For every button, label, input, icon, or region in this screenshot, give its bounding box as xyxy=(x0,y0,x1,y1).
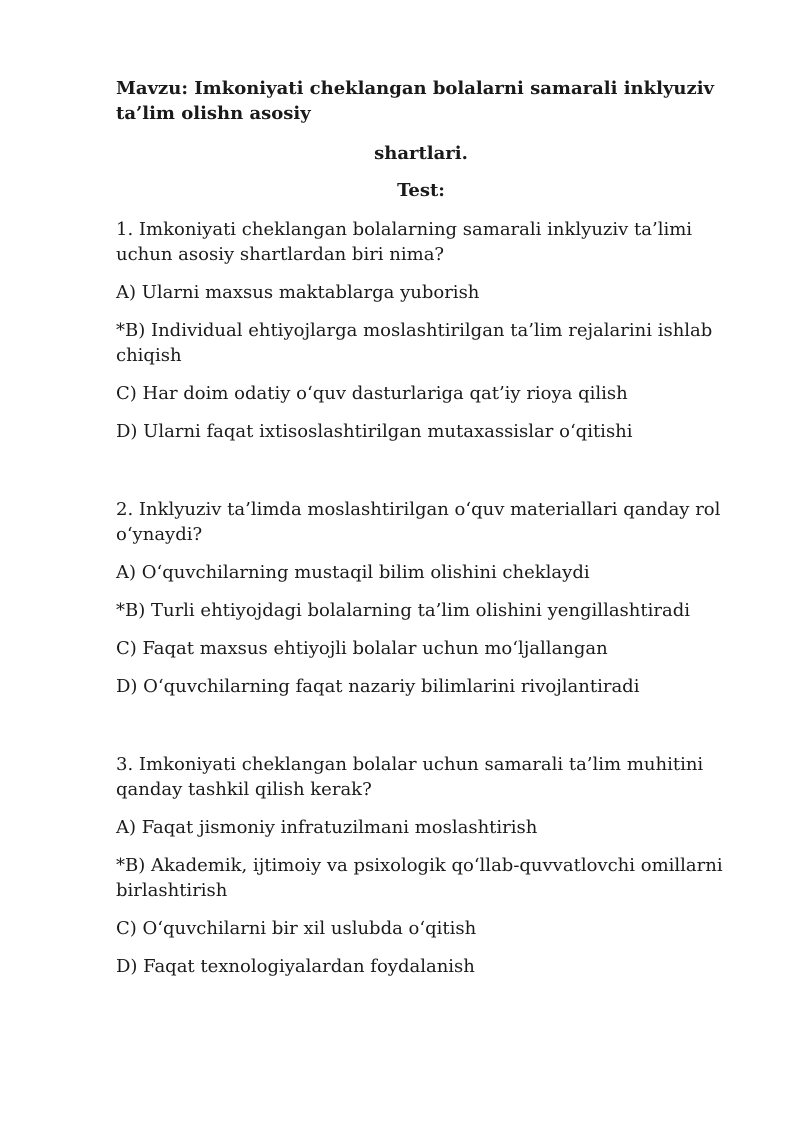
answer-option-c: C) Faqat maxsus ehtiyojli bolalar uchun mo‘ljallangan xyxy=(116,638,608,659)
answer-option-a: A) Ularni maxsus maktablarga yuborish xyxy=(116,282,480,303)
answer-option-c: C) O‘quvchilarni bir xil uslubda o‘qitish xyxy=(116,918,477,939)
question-text: 3. Imkoniyati cheklangan bolalar uchun samarali ta’lim muhitini qanday tashkil qilish kerak? xyxy=(116,754,704,800)
answer-option-d: D) O‘quvchilarning faqat nazariy bilimlarini rivojlantiradi xyxy=(116,676,640,697)
answer-option-d: D) Ularni faqat ixtisoslashtirilgan mutaxassislar o‘qitishi xyxy=(116,421,633,442)
answer-option-b-correct: *B) Akademik, ijtimoiy va psixologik qo‘llab-quvvatlovchi omillarni birlashtirish xyxy=(116,855,723,901)
answer-option-b-correct: *B) Turli ehtiyojdagi bolalarning ta’lim olishini yengillashtiradi xyxy=(116,600,690,621)
answer-option-a: A) O‘quvchilarning mustaqil bilim olishini cheklaydi xyxy=(116,562,590,583)
test-heading: Test: xyxy=(397,180,445,201)
answer-option-a: A) Faqat jismoniy infratuzilmani moslashtirish xyxy=(116,817,538,838)
question-text: 2. Inklyuziv ta’limda moslashtirilgan o‘quv materiallari qanday rol o‘ynaydi? xyxy=(116,499,721,545)
question-text: 1. Imkoniyati cheklangan bolalarning samarali inklyuziv ta’limi uchun asosiy shartlardan biri nima? xyxy=(116,219,693,265)
answer-option-c: C) Har doim odatiy o‘quv dasturlariga qat’iy rioya qilish xyxy=(116,383,628,404)
spacer xyxy=(116,699,726,738)
topic-title-continuation: shartlari. xyxy=(374,143,468,164)
topic-title: Mavzu: Imkoniyati cheklangan bolalarni samarali inklyuziv ta’lim olishn asosiy xyxy=(116,78,714,124)
document-page xyxy=(116,76,726,979)
answer-option-d: D) Faqat texnologiyalardan foydalanish xyxy=(116,956,475,977)
question-3 xyxy=(116,752,726,979)
spacer xyxy=(116,444,726,483)
question-2 xyxy=(116,497,726,699)
question-1 xyxy=(116,217,726,444)
answer-option-b-correct: *B) Individual ehtiyojlarga moslashtirilgan ta’lim rejalarini ishlab chiqish xyxy=(116,320,713,366)
